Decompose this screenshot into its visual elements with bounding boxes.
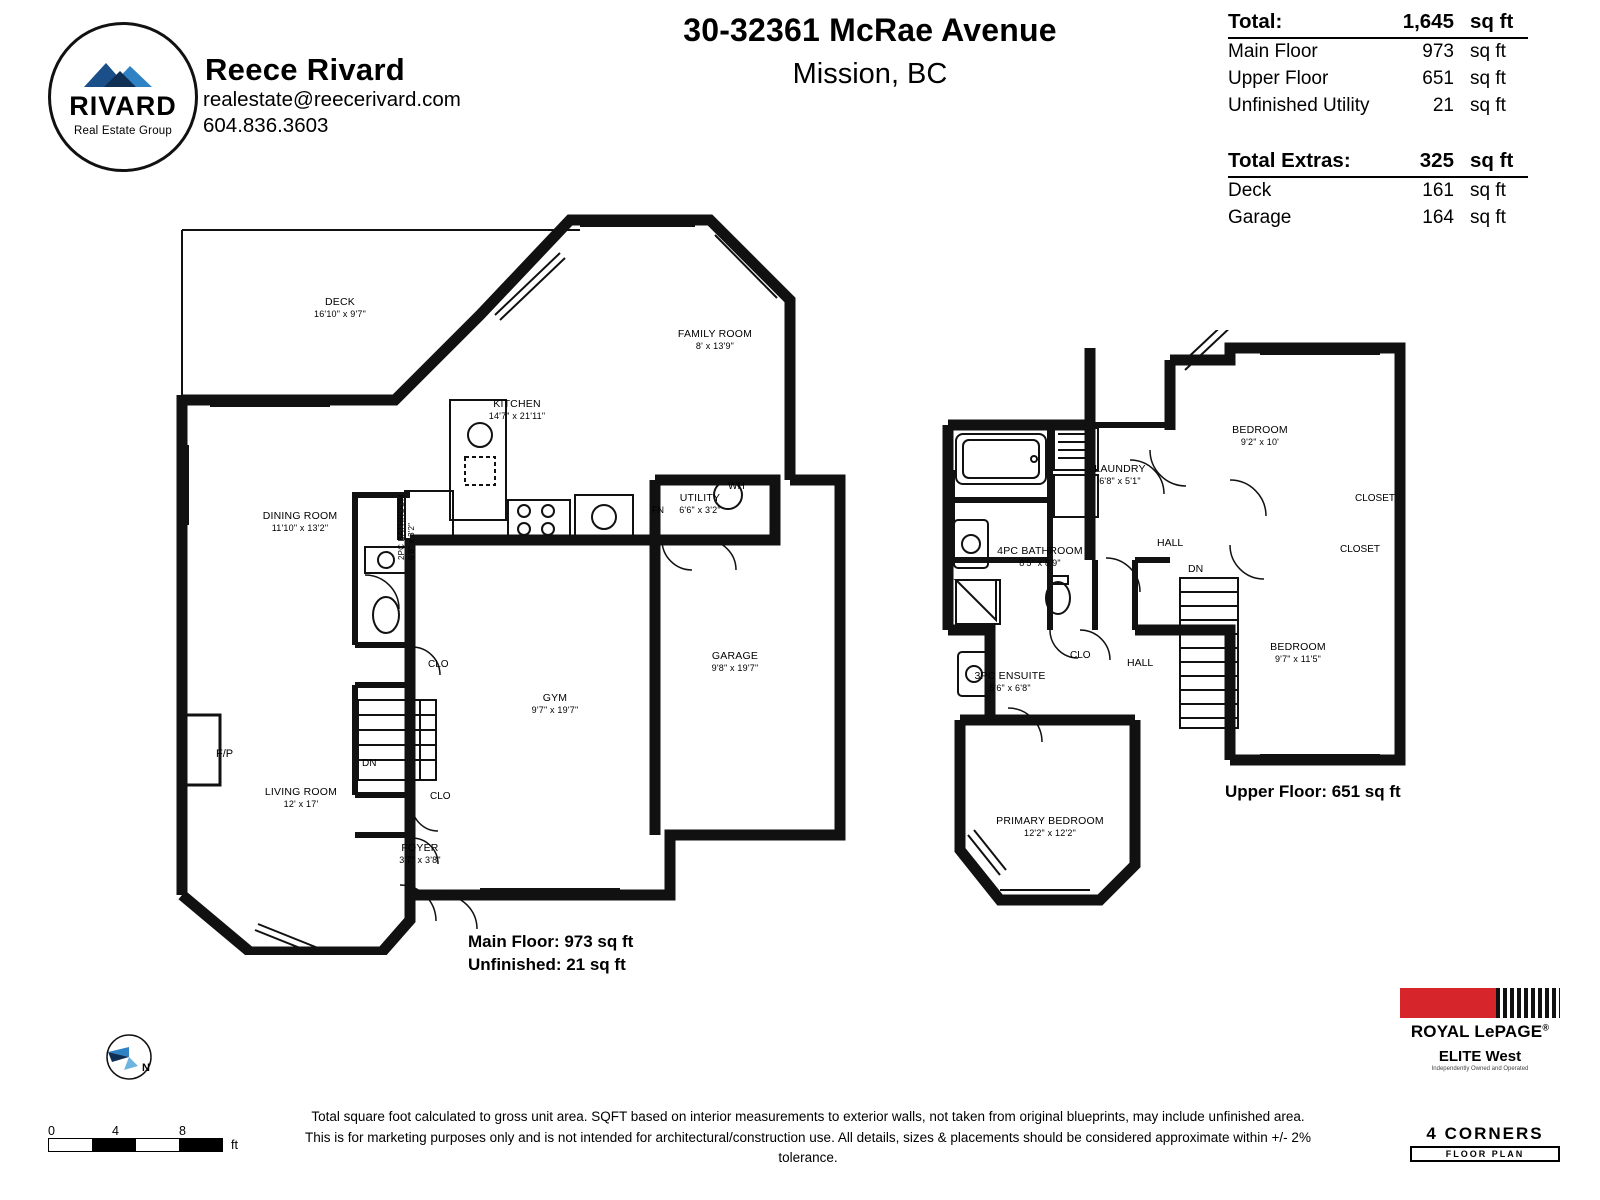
room-label-deck: DECK 16'10" x 9'7" xyxy=(314,296,366,320)
area-value: 651 xyxy=(1422,68,1454,89)
disclaimer-line-2: This is for marketing purposes only and is not intended for architectural/construction use. All details, sizes & placements should be considered approximate within +/- 2% tolerance. xyxy=(305,1129,1311,1165)
area-unit: sq ft xyxy=(1470,147,1528,177)
marker-closet-upper-1: CLOSET xyxy=(1355,493,1396,504)
room-label-laundry: LAUNDRY 6'8" x 5'1" xyxy=(1094,463,1146,487)
marker-dn-main: DN xyxy=(362,758,377,769)
room-label-gym: GYM 9'7" x 19'7" xyxy=(531,692,579,716)
room-label-3pc-ensuite: 3PC ENSUITE 5'6" x 6'8" xyxy=(974,670,1046,694)
area-unit: sq ft xyxy=(1470,180,1506,201)
area-value: 1,645 xyxy=(1392,8,1470,38)
scale-tick-4: 4 xyxy=(112,1124,119,1138)
marker-wh: WH xyxy=(728,481,745,492)
royal-lepage-bars xyxy=(1400,988,1560,1018)
room-label-bedroom-1: BEDROOM 9'2" x 10' xyxy=(1232,424,1288,448)
area-label: Total: xyxy=(1228,8,1392,38)
logo-title: RIVARD xyxy=(69,91,177,121)
brand-logo xyxy=(48,22,198,172)
room-label-living-room: LIVING ROOM 12' x 17' xyxy=(264,786,338,810)
upper-floor-caption: Upper Floor: 651 sq ft xyxy=(1225,782,1401,801)
royal-lepage-text: ROYAL LePAGE xyxy=(1410,1022,1543,1041)
room-label-family-room: FAMILY ROOM 8' x 13'9" xyxy=(677,328,753,352)
main-floor-plan xyxy=(150,195,870,955)
four-corners-subtitle: FLOOR PLAN xyxy=(1410,1146,1560,1162)
room-label-kitchen: KITCHEN 14'7" x 21'11" xyxy=(488,398,546,422)
area-label: Main Floor xyxy=(1228,41,1318,62)
four-corners-logo xyxy=(1410,1124,1560,1162)
logo-subtitle: Real Estate Group xyxy=(73,125,172,137)
marker-hall-2: HALL xyxy=(1127,657,1154,669)
area-label: Deck xyxy=(1228,180,1272,201)
property-city: Mission, BC xyxy=(792,58,948,90)
area-value: 325 xyxy=(1392,147,1470,177)
area-unit: sq ft xyxy=(1470,95,1506,116)
table-row xyxy=(1228,177,1528,205)
area-unit: sq ft xyxy=(1470,8,1528,38)
agent-name: Reece Rivard xyxy=(205,52,406,87)
four-corners-title: 4 CORNERS xyxy=(1426,1124,1544,1143)
room-label-primary-bedroom: PRIMARY BEDROOM 12'2" x 12'2" xyxy=(996,815,1104,839)
property-address: 30-32361 McRae Avenue xyxy=(683,12,1057,48)
table-row xyxy=(1228,205,1528,232)
agent-phone[interactable]: 604.836.3603 xyxy=(203,114,329,137)
royal-lepage-name xyxy=(1400,1022,1560,1042)
marker-fp: F/P xyxy=(216,748,234,760)
marker-fn: FN xyxy=(652,505,664,515)
area-value: 973 xyxy=(1422,41,1454,62)
area-label: Upper Floor xyxy=(1228,68,1329,89)
area-value: 21 xyxy=(1432,95,1454,116)
table-row xyxy=(1228,147,1528,177)
scale-bar-graphic xyxy=(48,1138,223,1152)
red-block xyxy=(1400,988,1496,1018)
area-summary-table xyxy=(1228,8,1528,232)
area-unit: sq ft xyxy=(1470,68,1506,89)
area-value: 164 xyxy=(1422,207,1454,228)
table-row xyxy=(1228,38,1528,66)
scale-tick-0: 0 xyxy=(48,1124,55,1138)
marker-closet-1: CLO xyxy=(428,659,449,670)
area-label: Total Extras: xyxy=(1228,147,1392,177)
room-label-4pc-bathroom: 4PC BATHROOM 8'5" x 8'9" xyxy=(997,545,1083,569)
disclaimer xyxy=(278,1107,1338,1168)
compass-icon xyxy=(98,1026,160,1088)
room-label-dining-room: DINING ROOM 11'10" x 13'2" xyxy=(262,510,338,534)
table-row xyxy=(1228,93,1528,120)
room-label-utility: UTILITY 6'6" x 3'2" xyxy=(679,492,721,516)
scale-bar xyxy=(48,1124,238,1152)
area-value: 161 xyxy=(1422,180,1454,201)
registered-mark: ® xyxy=(1542,1022,1550,1033)
upper-floor-plan xyxy=(930,330,1450,940)
scale-unit: ft xyxy=(231,1138,238,1152)
area-label: Unfinished Utility xyxy=(1228,95,1370,116)
room-label-garage: GARAGE 9'8" x 19'7" xyxy=(711,650,759,674)
stripes-graphic xyxy=(1496,988,1560,1018)
brokerage-fine-print: Independently Owned and Operated xyxy=(1431,1066,1529,1072)
compass-label: N xyxy=(142,1062,150,1074)
table-row xyxy=(1228,66,1528,93)
brokerage-name: ELITE West xyxy=(1438,1048,1522,1065)
room-label-bedroom-2: BEDROOM 9'7" x 11'5" xyxy=(1270,641,1326,665)
marker-dn-upper: DN xyxy=(1188,563,1204,575)
disclaimer-line-1: Total square foot calculated to gross unit area. SQFT based on interior measurements to exterior walls, not taken from original blueprints, may include unfinished area. xyxy=(311,1109,1305,1125)
royal-lepage-logo xyxy=(1400,988,1560,1072)
scale-tick-8: 8 xyxy=(179,1124,186,1138)
marker-hall-1: HALL xyxy=(1157,537,1184,549)
table-row xyxy=(1228,8,1528,38)
mountain-icon xyxy=(80,57,166,91)
room-label-foyer: FOYER 3'7" x 3'8" xyxy=(399,842,441,866)
agent-email[interactable]: realestate@reecerivard.com xyxy=(203,88,461,111)
marker-closet-2: CLO xyxy=(430,791,451,802)
marker-clo-upper: CLO xyxy=(1070,650,1091,661)
room-label-2pc-bathroom: 2PC BATHROOM 6'8" x 3'2" xyxy=(397,494,416,560)
area-label: Garage xyxy=(1228,207,1292,228)
main-floor-caption: Main Floor: 973 sq ft xyxy=(468,932,634,951)
marker-closet-upper-2: CLOSET xyxy=(1340,544,1381,555)
area-unit: sq ft xyxy=(1470,207,1506,228)
main-floor-unfinished-caption: Unfinished: 21 sq ft xyxy=(468,955,626,974)
area-unit: sq ft xyxy=(1470,41,1506,62)
